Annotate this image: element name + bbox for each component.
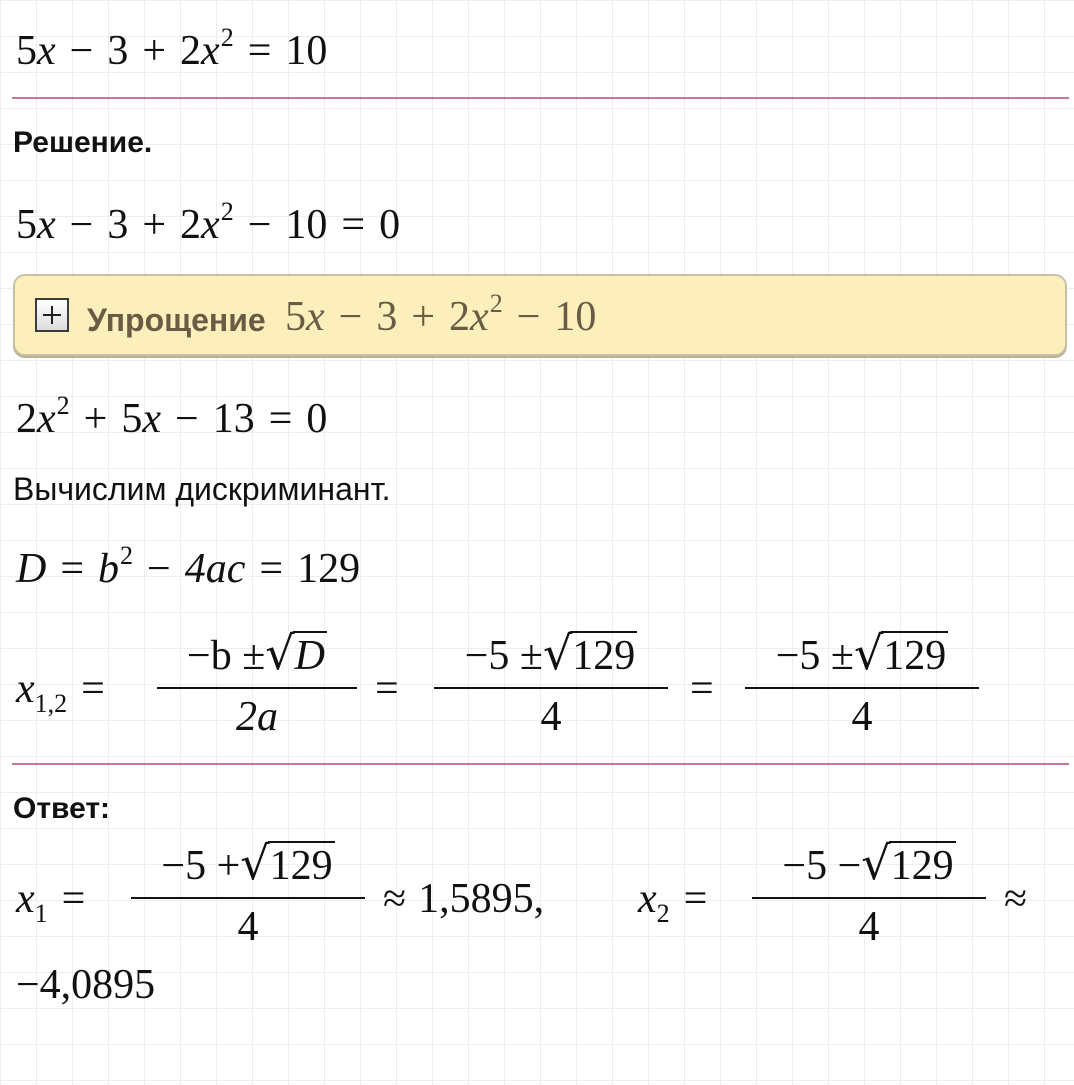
fraction-simplified: −5 ±√129 4 (745, 630, 979, 740)
answer-heading: Ответ: (13, 792, 111, 825)
problem-equation: $5x - 3 + 2x^2 = 10$ (16, 23, 328, 74)
answer-x2-lhs: $x_2$ = (638, 876, 708, 928)
discriminant-text: Вычислим дискриминант. (13, 471, 391, 507)
answer-x2-fraction: −5 −√129 4 (752, 840, 986, 950)
roots-equals-3: = (690, 666, 714, 712)
roots-equals-2: = (375, 666, 399, 712)
answer-x1-lhs: $x_1$ = (16, 876, 86, 928)
fraction-general: −b ±√D 2a (157, 630, 357, 740)
simplify-panel[interactable] (13, 274, 1067, 356)
roots-lhs: $x_{1,2}$ = (16, 666, 105, 718)
plus-square-icon[interactable] (35, 298, 69, 332)
divider-bottom (12, 763, 1069, 765)
simplify-expression: $5x - 3 + 2x^2 - 10$ (285, 289, 597, 340)
divider-top (12, 97, 1069, 99)
step2-equation: $2x^2 + 5x - 13 = 0$ (16, 391, 328, 442)
fraction-substituted: −5 ±√129 4 (434, 630, 668, 740)
answer-x1-value: ≈ 1,5895, (383, 876, 545, 922)
solution-heading: Решение. (13, 126, 153, 159)
answer-x1-fraction: −5 +√129 4 (131, 840, 365, 950)
step1-equation: $5x - 3 + 2x^2 - 10 = 0$ (16, 197, 401, 248)
answer-x2-approx: ≈ (1004, 876, 1028, 922)
discriminant-equation: $D = b^2 - 4ac = 129$ (16, 541, 361, 592)
answer-x2-value: −4,0895 (16, 962, 156, 1008)
simplify-label[interactable]: Упрощение (87, 302, 266, 338)
